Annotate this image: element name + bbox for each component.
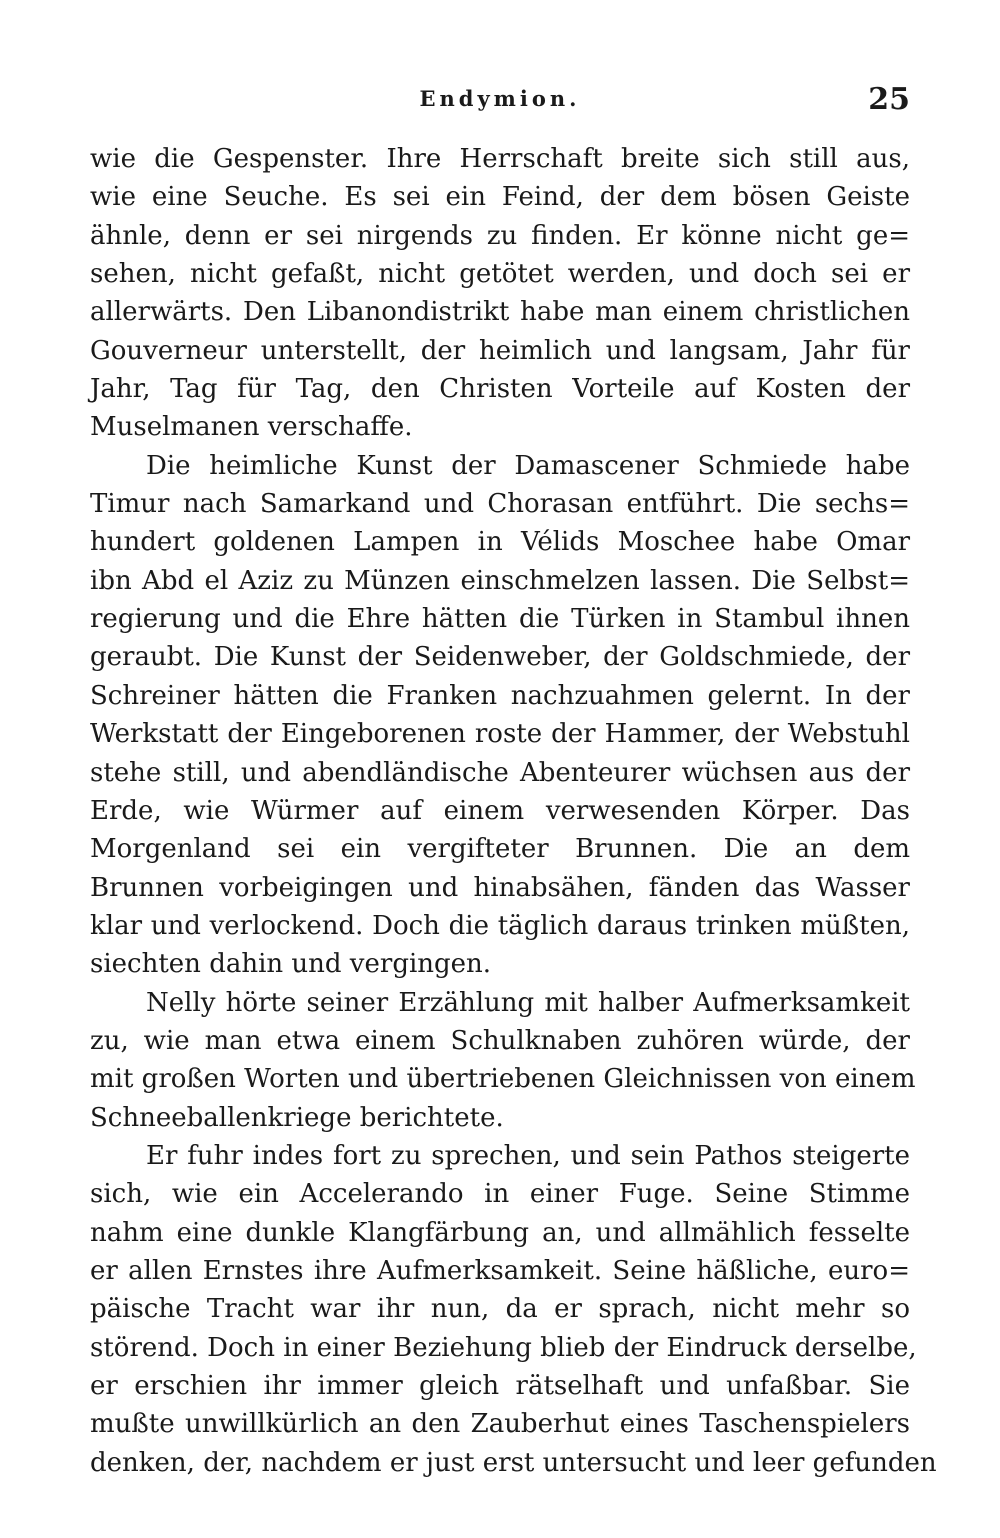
text-line: wie eine Seuche. Es sei ein Feind, der dem bösen Geiste <box>90 182 910 213</box>
body-text <box>90 140 937 1482</box>
text-line: allerwärts. Den Libanondistrikt habe man einem christlichen <box>90 297 910 328</box>
text-line: Gouverneur unterstellt, der heimlich und langsam, Jahr für <box>90 335 910 366</box>
page-number: 25 <box>868 82 910 117</box>
text-line: mit großen Worten und übertriebenen Gleichnissen von einem <box>90 1064 916 1095</box>
text-line: Die heimliche Kunst der Damascener Schmiede habe <box>146 450 910 481</box>
text-line: denken, der, nachdem er just erst untersucht und leer gefunden <box>90 1447 937 1478</box>
text-line: mußte unwillkürlich an den Zauberhut eines Taschenspielers <box>90 1409 910 1440</box>
running-title: Endymion. <box>419 86 581 111</box>
text-line: klar und verlockend. Doch die täglich daraus trinken müßten, <box>90 910 910 941</box>
text-line: Erde, wie Würmer auf einem verwesenden Körper. Das <box>90 795 910 826</box>
text-line: Brunnen vorbeigingen und hinabsähen, fänden das Wasser <box>90 872 910 903</box>
text-line: hundert goldenen Lampen in Vélids Moschee habe Omar <box>90 527 910 558</box>
text-line: Timur nach Samarkand und Chorasan entführt. Die sechs= <box>90 489 910 520</box>
text-line: Werkstatt der Eingeborenen roste der Hammer, der Webstuhl <box>90 719 910 750</box>
text-line: päische Tracht war ihr nun, da er sprach, nicht mehr so <box>90 1294 910 1325</box>
page-header <box>90 82 910 126</box>
text-line: ähnle, denn er sei nirgends zu finden. Er könne nicht ge= <box>90 220 910 251</box>
text-line: Morgenland sei ein vergifteter Brunnen. Die an dem <box>90 834 910 865</box>
text-line: stehe still, und abendländische Abenteurer wüchsen aus der <box>90 757 910 788</box>
text-line: wie die Gespenster. Ihre Herrschaft breite sich still aus, <box>90 144 910 174</box>
text-line: regierung und die Ehre hätten die Türken in Stambul ihnen <box>90 604 910 635</box>
text-line: er allen Ernstes ihre Aufmerksamkeit. Seine häßliche, euro= <box>90 1255 910 1286</box>
text-line: Schreiner hätten die Franken nachzuahmen gelernt. In der <box>90 680 910 711</box>
text-line: geraubt. Die Kunst der Seidenweber, der Goldschmiede, der <box>90 642 910 673</box>
text-line: Er fuhr indes fort zu sprechen, und sein Pathos steigerte <box>146 1140 910 1171</box>
text-line: ibn Abd el Aziz zu Münzen einschmelzen lassen. Die Selbst= <box>90 565 910 596</box>
text-line: Schneeballenkriege berichtete. <box>90 1102 504 1133</box>
text-line: sehen, nicht gefaßt, nicht getötet werden, und doch sei er <box>90 259 910 290</box>
text-line: nahm eine dunkle Klangfärbung an, und allmählich fesselte <box>90 1217 910 1248</box>
text-line: störend. Doch in einer Beziehung blieb der Eindruck derselbe, <box>90 1332 917 1363</box>
text-line: siechten dahin und vergingen. <box>90 949 492 980</box>
text-line: er erschien ihr immer gleich rätselhaft und unfaßbar. Sie <box>90 1371 910 1401</box>
text-line: sich, wie ein Accelerando in einer Fuge. Seine Stimme <box>90 1179 910 1210</box>
text-line: zu, wie man etwa einem Schulknaben zuhören würde, der <box>90 1025 910 1056</box>
text-line: Nelly hörte seiner Erzählung mit halber Aufmerksamkeit <box>146 987 910 1018</box>
text-line: Jahr, Tag für Tag, den Christen Vorteile auf Kosten der <box>90 374 910 405</box>
text-line: Muselmanen verschaffe. <box>90 412 413 443</box>
